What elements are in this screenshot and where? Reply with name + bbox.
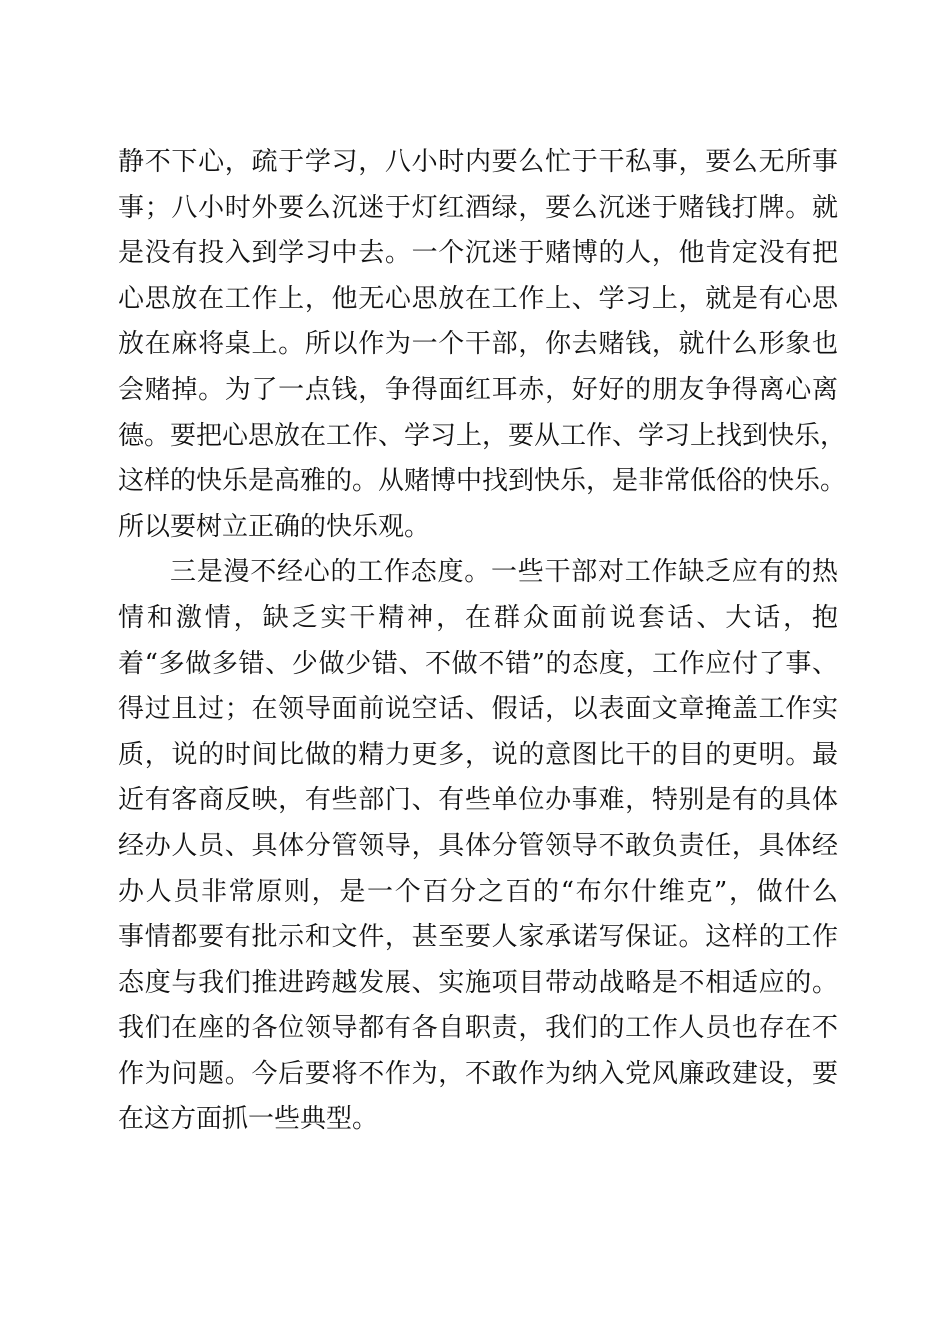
- paragraph-end-line: 所以要树立正确的快乐观。: [118, 511, 431, 542]
- text-line: 得过且过；在领导面前说空话、假话，以表面文章掩盖工作实: [118, 694, 838, 725]
- text-line: 作为问题。今后要将不作为，不敢作为纳入党风廉政建设，要: [118, 1058, 838, 1089]
- text-line: 态度与我们推进跨越发展、实施项目带动战略是不相适应的。: [118, 967, 838, 998]
- text-line: 静不下心，疏于学习，八小时内要么忙于干私事，要么无所事: [118, 147, 838, 177]
- text-line: 德。要把心思放在工作、学习上，要从工作、学习上找到快乐，: [118, 420, 847, 451]
- body-text: [118, 140, 847, 1143]
- text-line: 情和激情，缺乏实干精神，在群众面前说套话、大话，抱: [118, 602, 838, 633]
- text-line: 经办人员、具体分管领导，具体分管领导不敢负责任，具体经: [118, 830, 838, 861]
- text-line: 放在麻将桌上。所以作为一个干部，你去赌钱，就什么形象也: [118, 329, 838, 360]
- text-line: 质，说的时间比做的精力更多，说的意图比干的目的更明。最: [118, 739, 838, 770]
- text-line: 会赌掉。为了一点钱，争得面红耳赤，好好的朋友争得离心离: [118, 374, 838, 405]
- text-line: 事情都要有批示和文件，甚至要人家承诺写保证。这样的工作: [118, 922, 838, 953]
- paragraph-start-line: 三是漫不经心的工作态度。一些干部对工作缺乏应有的热: [170, 557, 838, 588]
- text-line: 办人员非常原则，是一个百分之百的“布尔什维克”，做什么: [118, 876, 838, 907]
- text-line: 事；八小时外要么沉迷于灯红酒绿，要么沉迷于赌钱打牌。就: [118, 192, 838, 223]
- paragraph-end-line: 在这方面抓一些典型。: [118, 1104, 379, 1135]
- text-line: 近有客商反映，有些部门、有些单位办事难，特别是有的具体: [118, 785, 838, 816]
- text-line: 我们在座的各位领导都有各自职责，我们的工作人员也存在不: [118, 1013, 838, 1044]
- text-line: 这样的快乐是高雅的。从赌博中找到快乐，是非常低俗的快乐。: [118, 466, 847, 497]
- text-line: 心思放在工作上，他无心思放在工作上、学习上，就是有心思: [118, 283, 838, 314]
- text-line: 是没有投入到学习中去。一个沉迷于赌博的人，他肯定没有把: [118, 238, 838, 269]
- text-line: 着“多做多错、少做少错、不做不错”的态度，工作应付了事、: [118, 648, 838, 679]
